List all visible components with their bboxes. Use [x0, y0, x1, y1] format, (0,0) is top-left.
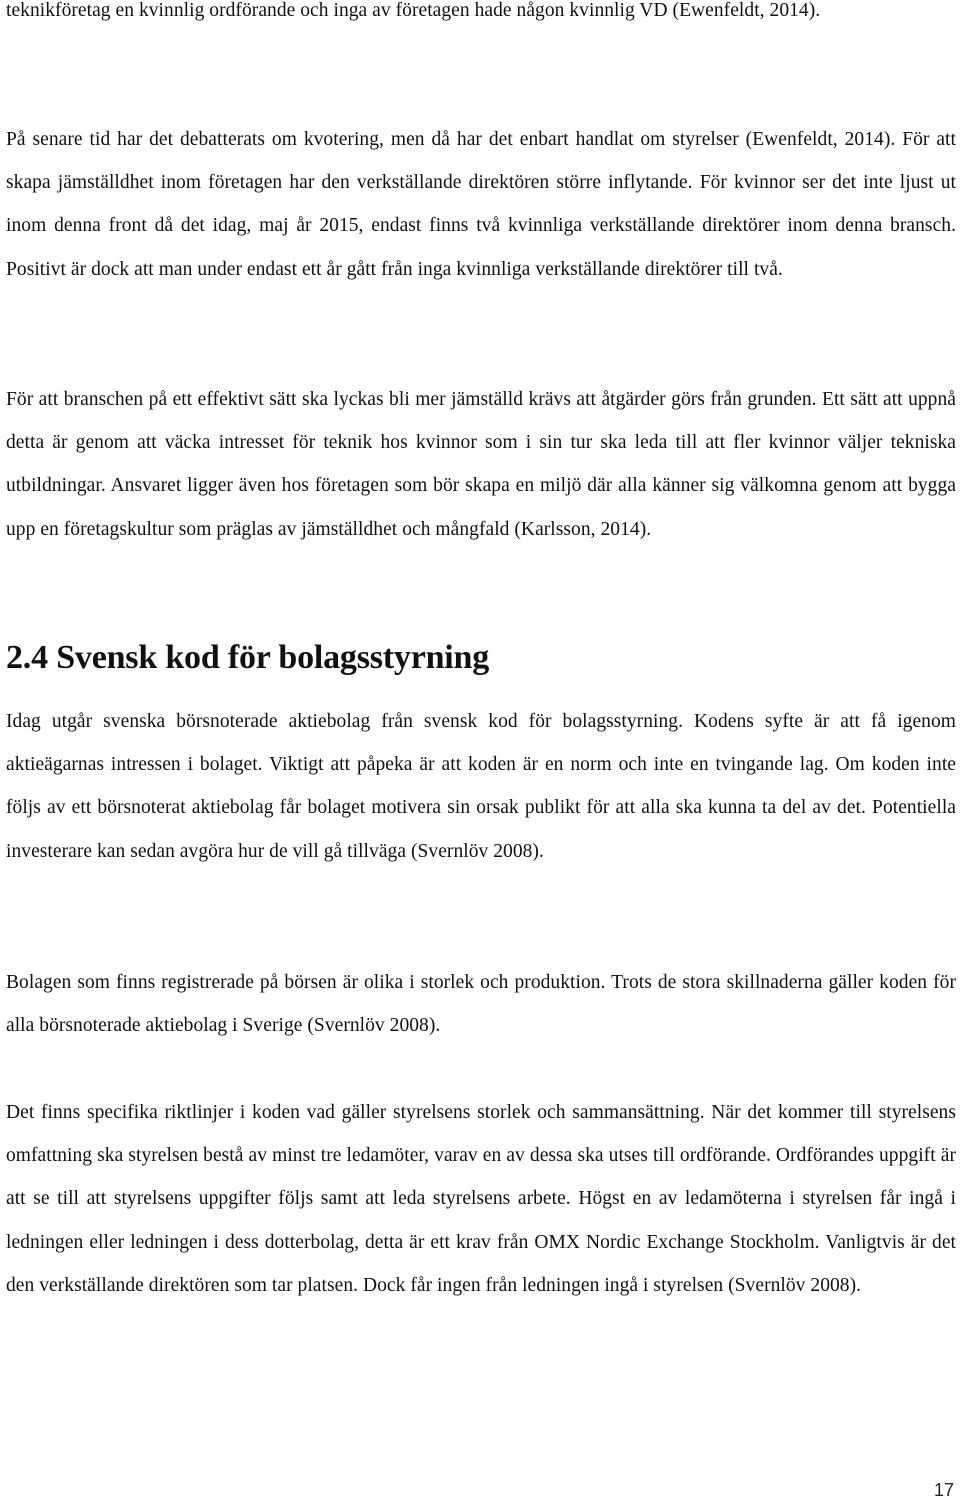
- paragraph-company-differences: Bolagen som finns registrerade på börsen är olika i storlek och produktion. Trots de stora skillnaderna gäller koden för alla börsnoterade aktiebolag i Sverige (Svernlöv 2008).: [6, 972, 956, 1037]
- paragraph-governance-code-intro: Idag utgår svenska börsnoterade aktiebolag från svensk kod för bolagsstyrning. Kodens syfte är att få igenom aktieägarnas intressen i bolaget. Viktigt att påpeka är att koden är en norm och inte en tvingande lag. Om koden inte följs av ett börsnoterat aktiebolag får bolaget motivera sin orsak publikt för att alla ska kunna ta del av det. Potentiella investerare kan sedan avgöra hur de vill gå tillväga (Svernlöv 2008).: [6, 711, 956, 862]
- paragraph-board-guidelines: Det finns specifika riktlinjer i koden vad gäller styrelsens storlek och sammansättning. När det kommer till styrelsens omfattning ska styrelsen bestå av minst tre ledamöter, varav en av dessa ska utses till ordförande. Ordförandes uppgift är att se till att styrelsens uppgifter följs samt att leda styrelsens arbete. Högst en av ledamöterna i styrelsen får ingå i ledningen eller ledningen i dess dotterbolag, detta är ett krav från OMX Nordic Exchange Stockholm. Vanligtvis är det den verkställande direktören som tar platsen. Dock får ingen från ledningen ingå i styrelsen (Svernlöv 2008).: [6, 1102, 956, 1296]
- paragraph-quota-debate: På senare tid har det debatterats om kvotering, men då har det enbart handlat om styrelser (Ewenfeldt, 2014). För att skapa jämställdhet inom företagen har den verkställande direktören större inflytande. För kvinnor ser det inte ljust ut inom denna front då det idag, maj år 2015, endast finns två kvinnliga verkställande direktörer inom denna bransch. Positivt är dock att man under endast ett år gått från inga kvinnliga verkställande direktörer till två.: [6, 129, 956, 280]
- paragraph-industry-equality: För att branschen på ett effektivt sätt ska lyckas bli mer jämställd krävs att åtgärder görs från grunden. Ett sätt att uppnå detta är genom att väcka intresset för teknik hos kvinnor som i sin tur ska leda till att fler kvinnor väljer tekniska utbildningar. Ansvaret ligger även hos företagen som bör skapa en miljö där alla känner sig välkomna genom att bygga upp en företagskultur som präglas av jämställdhet och mångfald (Karlsson, 2014).: [6, 389, 956, 540]
- page-number: 17: [933, 1480, 954, 1500]
- paragraph-continued-intro: teknikföretag en kvinnlig ordförande och inga av företagen hade någon kvinnlig VD (Ewenfeldt, 2014).: [6, 0, 821, 21]
- section-heading: 2.4 Svensk kod för bolagsstyrning: [6, 639, 490, 676]
